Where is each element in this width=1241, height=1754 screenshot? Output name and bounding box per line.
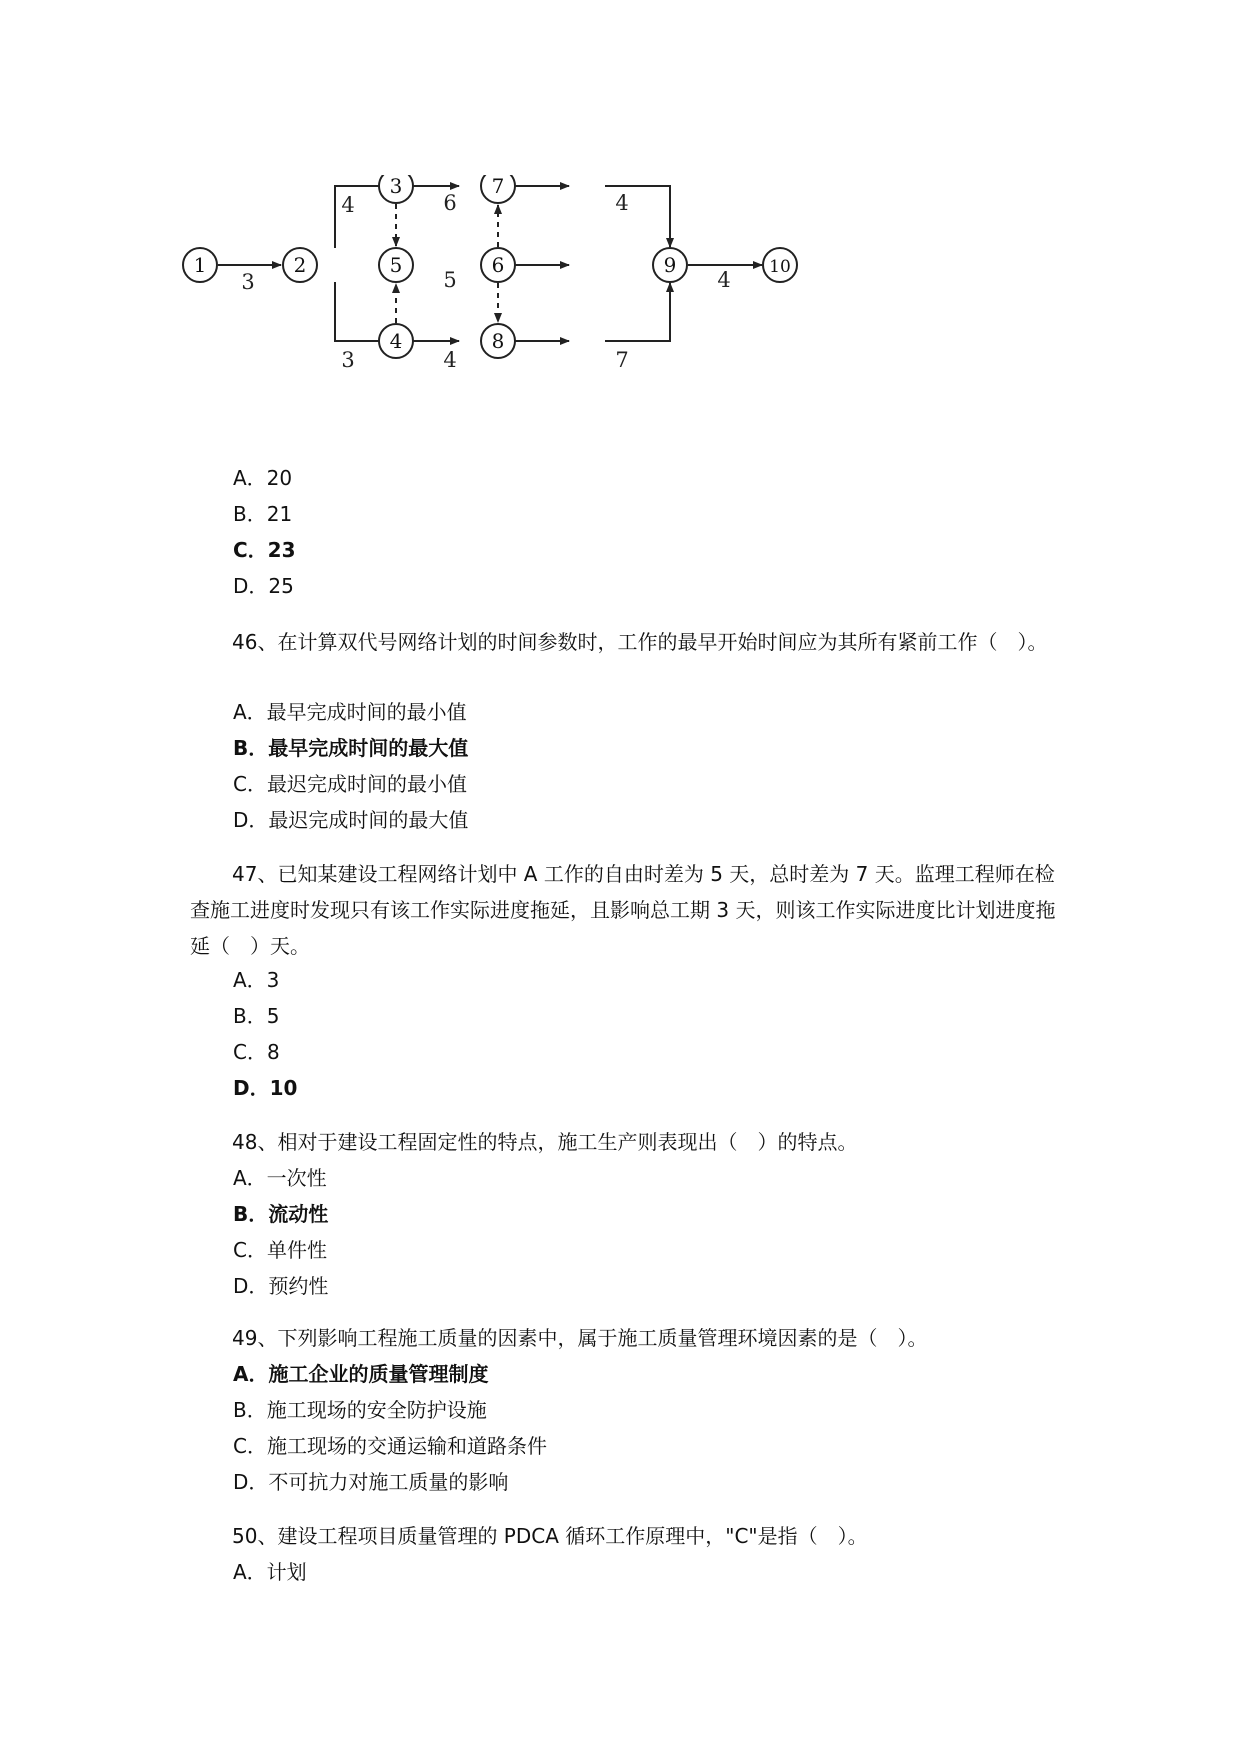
duration-2-4: 3	[341, 348, 355, 372]
q48-option-c: C．单件性	[233, 1238, 327, 1262]
q45-option-a: A．20	[233, 466, 293, 490]
q47-option-a: A．3	[233, 968, 280, 992]
q48-option-d: D．预约性	[233, 1274, 329, 1298]
node-4-label: 4	[389, 329, 403, 353]
q48-option-b: B．流动性	[233, 1202, 329, 1226]
q45-option-b: B．21	[233, 502, 293, 526]
duration-3-7: 6	[443, 191, 457, 215]
q45-option-c: C．23	[233, 538, 296, 562]
duration-5-6: 5	[443, 268, 457, 292]
q50-stem: 50、建设工程项目质量管理的 PDCA 循环工作原理中，"C"是指（ ）。	[232, 1524, 868, 1548]
duration-7-9: 4	[615, 191, 629, 215]
q48-stem: 48、相对于建设工程固定性的特点，施工生产则表现出（ ）的特点。	[232, 1130, 858, 1154]
q49-stem: 49、下列影响工程施工质量的因素中，属于施工质量管理环境因素的是（ ）。	[232, 1326, 928, 1350]
node-10-label: 10	[769, 257, 791, 277]
q46-option-c: C．最迟完成时间的最小值	[233, 772, 467, 796]
node-3-label: 3	[389, 175, 403, 198]
duration-8-9: 7	[615, 348, 629, 372]
q47-option-b: B．5	[233, 1004, 280, 1028]
node-5-label: 5	[389, 253, 403, 277]
q45-option-d: D．25	[233, 574, 294, 598]
q47-stem: 47、已知某建设工程网络计划中 A 工作的自由时差为 5 天，总时差为 7 天。监理工程师在检查施工进度时发现只有该工作实际进度拖延，且影响总工期 3 天，则该工作实际进度比计划进度拖延（ ）天。	[190, 862, 1056, 958]
node-7-label: 7	[491, 175, 505, 198]
q49-option-b: B．施工现场的安全防护设施	[233, 1398, 487, 1422]
q50-option-a: A．计划	[233, 1560, 307, 1584]
duration-9-10: 4	[717, 268, 731, 292]
duration-1-2: 3	[241, 270, 255, 294]
q48-option-a: A．一次性	[233, 1166, 327, 1190]
q46-option-b: B．最早完成时间的最大值	[233, 736, 469, 760]
node-2-label: 2	[293, 253, 307, 277]
q46-option-d: D．最迟完成时间的最大值	[233, 808, 469, 832]
q49-option-a: A．施工企业的质量管理制度	[233, 1362, 489, 1386]
q46-option-a: A．最早完成时间的最小值	[233, 700, 467, 724]
node-6-label: 6	[491, 253, 505, 277]
q49-option-d: D．不可抗力对施工质量的影响	[233, 1470, 509, 1494]
q49-option-c: C．施工现场的交通运输和道路条件	[233, 1434, 547, 1458]
arrow-8-9	[605, 283, 670, 341]
q46-stem: 46、在计算双代号网络计划的时间参数时，工作的最早开始时间应为其所有紧前工作（ ）。	[232, 630, 1048, 654]
q47-option-c: C．8	[233, 1040, 280, 1064]
node-9-label: 9	[663, 253, 677, 277]
duration-2-3: 4	[341, 193, 355, 217]
node-1-label: 1	[193, 253, 207, 277]
network-diagram	[180, 175, 820, 445]
node-8-label: 8	[491, 329, 505, 353]
duration-4-8: 4	[443, 348, 457, 372]
q47-option-d: D．10	[233, 1076, 298, 1100]
